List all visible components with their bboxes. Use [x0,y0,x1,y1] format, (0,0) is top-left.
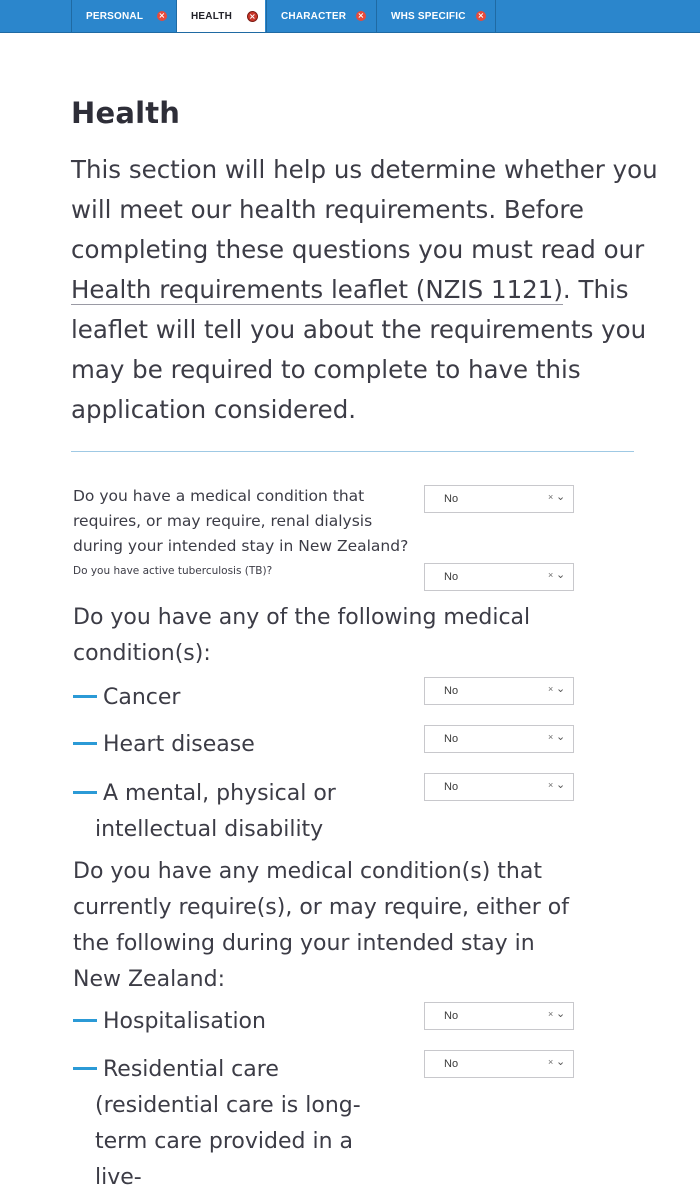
select-value: No [444,1058,459,1070]
item-label: Heart disease [103,732,255,757]
select-value: No [444,493,459,505]
list-item-cancer [73,680,403,716]
close-icon[interactable]: × [158,11,166,20]
list-item-residential-care [73,1052,403,1196]
dialysis-question: Do you have a medical condition that requires, or may require, renal dialysis during your intended stay in New Zealand? [73,487,409,555]
tab-label: HEALTH [191,11,233,22]
intro-text: This section will help us determine whether you will meet our health requirements. Before completing these questions you must read our [71,155,658,264]
tab-personal[interactable] [71,0,175,32]
chevron-down-icon[interactable]: ⌄ [556,683,566,695]
select-value: No [444,1010,459,1022]
tab-label: WHS SPECIFIC [391,11,466,22]
select-value: No [444,685,459,697]
tb-question: Do you have active tuberculosis (TB)? [73,565,273,577]
hospitalisation-select[interactable] [424,1002,574,1030]
item-label-continued: (residential care is long- [95,1093,361,1118]
page-title: Health [71,96,181,130]
tab-bar [0,0,700,33]
tab-health[interactable] [176,0,265,32]
conditions-heading: Do you have any of the following medical condition(s): [73,605,531,666]
list-dash [73,1067,97,1070]
list-dash [73,791,97,794]
list-item-hospitalisation [73,1004,403,1040]
chevron-down-icon[interactable]: ⌄ [556,1056,566,1068]
residential-care-select[interactable] [424,1050,574,1078]
tab-character[interactable] [266,0,375,32]
list-dash [73,1019,97,1022]
clear-icon[interactable]: × [548,684,554,694]
clear-icon[interactable]: × [548,780,554,790]
health-leaflet-link[interactable]: Health requirements leaflet (NZIS 1121) [71,275,563,304]
select-value: No [444,781,459,793]
clear-icon[interactable]: × [548,732,554,742]
chevron-down-icon[interactable]: ⌄ [556,569,566,581]
select-value: No [444,571,459,583]
close-icon[interactable]: × [357,11,365,20]
item-label-continued: intellectual disability [95,817,324,842]
close-icon[interactable]: × [477,11,485,20]
tb-select[interactable] [424,563,574,591]
tab-label: PERSONAL [86,11,144,22]
list-item-heart-disease [73,727,403,763]
item-label: A mental, physical or [103,781,336,806]
section-intro [71,150,671,430]
item-label: Residential care [103,1057,279,1082]
item-label-continued: term care provided in a live- [95,1129,354,1190]
chevron-down-icon[interactable]: ⌄ [556,779,566,791]
close-icon[interactable]: × [247,11,258,22]
tab-label: CHARACTER [281,11,347,22]
list-dash [73,695,97,698]
require-heading: Do you have any medical condition(s) that currently require(s), or may require, either of the following during your intended stay in New Zealand: [73,859,569,992]
heart-disease-select[interactable] [424,725,574,753]
intro-text-end: . This leaflet will tell you about the requirements you may be required to complete to have this application considered. [71,275,647,424]
disability-select[interactable] [424,773,574,801]
select-value: No [444,733,459,745]
dialysis-select[interactable] [424,485,574,513]
item-label: Hospitalisation [103,1009,266,1034]
chevron-down-icon[interactable]: ⌄ [556,1008,566,1020]
chevron-down-icon[interactable]: ⌄ [556,731,566,743]
clear-icon[interactable]: × [548,1009,554,1019]
clear-icon[interactable]: × [548,570,554,580]
clear-icon[interactable]: × [548,492,554,502]
list-item-disability [73,776,403,848]
list-dash [73,742,97,745]
cancer-select[interactable] [424,677,574,705]
item-label: Cancer [103,685,181,710]
chevron-down-icon[interactable]: ⌄ [556,491,566,503]
clear-icon[interactable]: × [548,1057,554,1067]
tab-whs-specific[interactable] [376,0,496,32]
section-divider [71,451,634,452]
